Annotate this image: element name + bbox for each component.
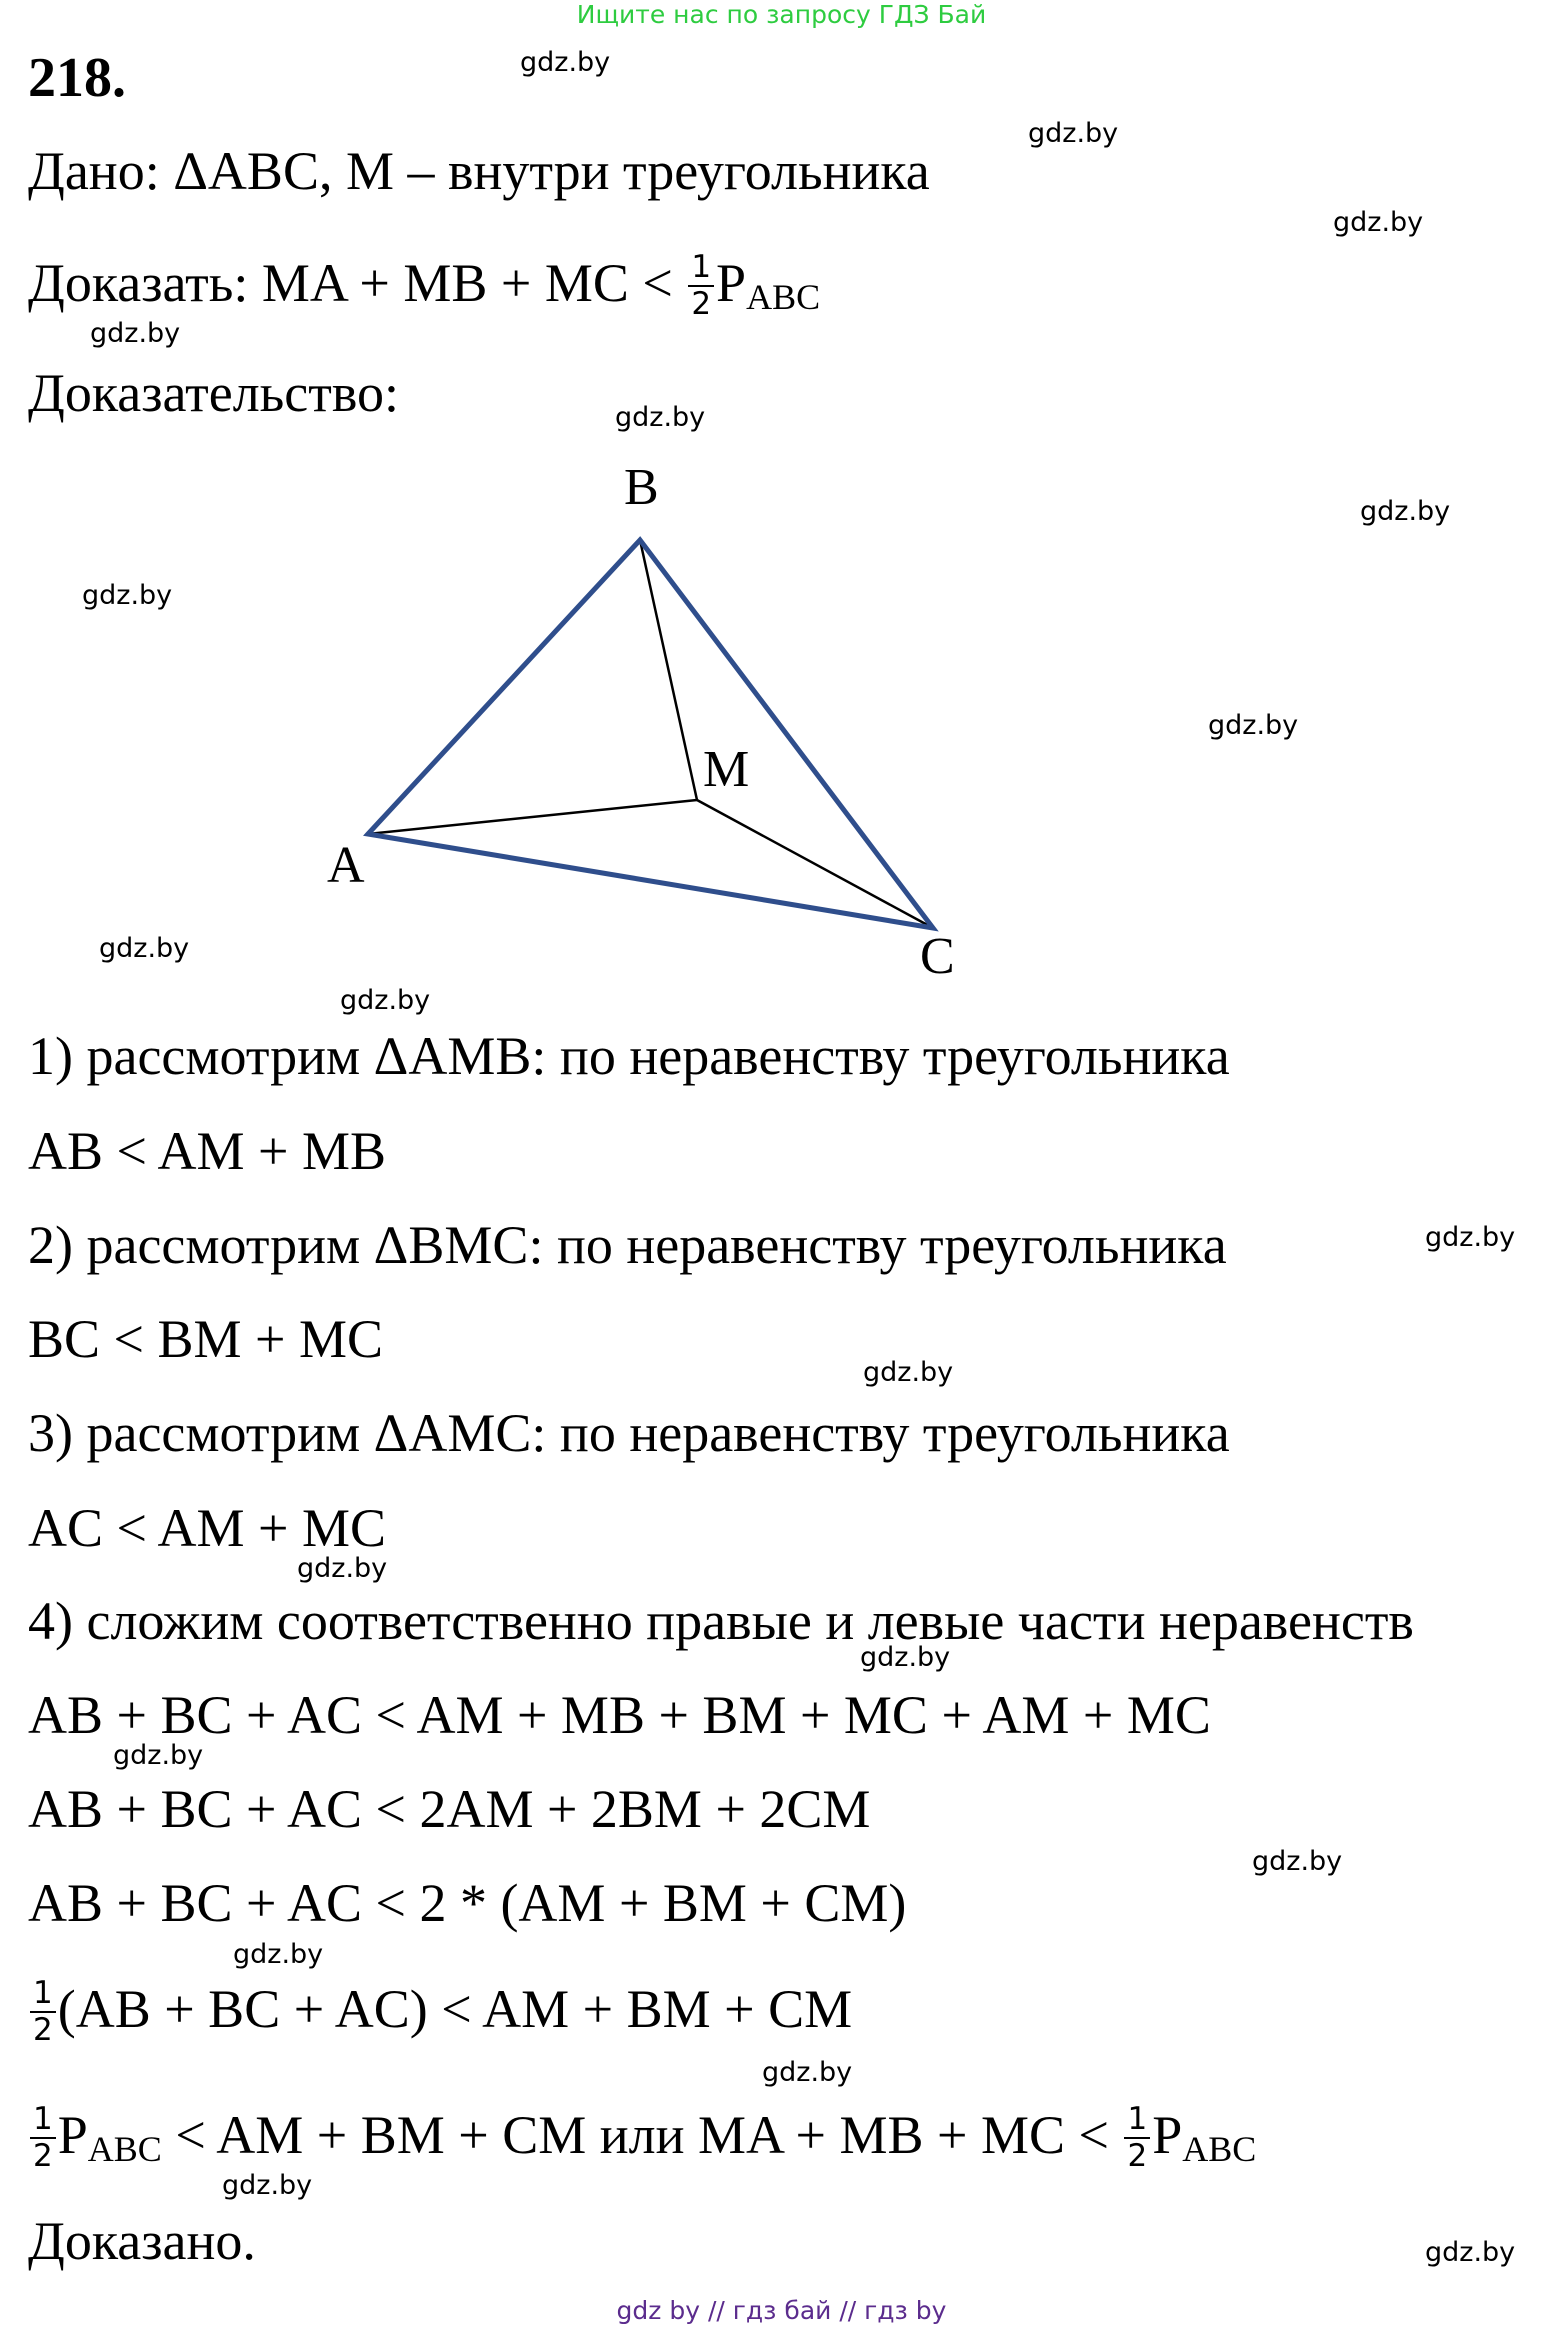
triangle-abc [368,540,933,928]
final-frac2-den: 2 [1127,2137,1148,2174]
step-3-inequality: AC < AM + MC [28,1498,386,1558]
watermark: gdz.by [863,1357,954,1388]
watermark: gdz.by [113,1740,204,1771]
watermark: gdz.by [99,933,190,964]
step-2-inequality: BC < BM + MC [28,1309,384,1369]
half-frac-num: 1 [30,1978,56,2013]
final-fraction-2 [1124,2100,1150,2174]
final-frac1-num: 1 [30,2104,56,2139]
final-frac1-den: 2 [33,2137,53,2174]
watermark: gdz.by [233,1939,324,1970]
watermark: gdz.by [297,1553,388,1584]
prove-frac-num: 1 [688,252,714,287]
task-number: 218. [28,47,126,109]
prove-prefix: Доказать: MA + MB + MC < [28,253,687,313]
prove-p: P [716,253,747,313]
watermark: gdz.by [520,47,611,78]
watermark: gdz.by [1252,1846,1343,1877]
final-line [28,2100,1257,2175]
step-3: 3) рассмотрим ΔAMC: по неравенству треугольника [28,1403,1230,1463]
watermark: gdz.by [1028,118,1119,149]
final-fraction-1 [30,2100,56,2174]
sum-line-2: AB + BC + AC < 2AM + 2BM + 2CM [28,1779,871,1839]
footer-links[interactable]: gdz by // гдз бай // гдз by [616,2296,947,2325]
sum-line-1: AB + BC + AC < AM + MB + BM + MC + AM + MC [28,1685,1211,1745]
half-fraction [30,1974,56,2048]
step-4: 4) сложим соответственно правые и левые части неравенств [28,1591,1414,1651]
half-text: (AB + BC + AC) < AM + BM + CM [57,1979,853,2039]
step-1: 1) рассмотрим ΔAMB: по неравенству треугольника [28,1026,1230,1086]
half-frac-den: 2 [33,2011,53,2048]
point-label-m: M [703,741,750,798]
step-2: 2) рассмотрим ΔBMC: по неравенству треугольника [28,1215,1227,1275]
final-frac2-num: 1 [1124,2104,1150,2139]
final-sub1: ABC [87,2129,162,2169]
final-middle: < AM + BM + CM или MA + MB + MC < [161,2105,1123,2165]
prove-frac-den: 2 [691,285,712,322]
watermark: gdz.by [1425,2237,1516,2268]
prove-sub: ABC [746,277,821,317]
watermark: gdz.by [762,2057,853,2088]
watermark: gdz.by [1208,710,1299,741]
watermark: gdz.by [222,2170,313,2201]
sum-line-3: AB + BC + AC < 2 * (AM + BM + CM) [28,1873,907,1933]
final-p1: P [57,2105,88,2165]
watermark: gdz.by [1425,1222,1516,1253]
proof-heading: Доказательство: [28,363,399,423]
watermark: gdz.by [615,402,706,433]
watermark: gdz.by [1333,207,1424,238]
step-1-inequality: AB < AM + MB [28,1121,386,1181]
segment-am [368,800,697,834]
triangle-figure [0,0,1563,1000]
top-banner[interactable]: Ищите нас по запросу ГДЗ Бай [576,0,987,29]
vertex-label-a: A [327,837,365,894]
half-line [28,1974,853,2049]
final-p2: P [1152,2105,1183,2165]
conclusion: Доказано. [28,2211,256,2271]
vertex-label-b: B [624,459,659,516]
watermark: gdz.by [860,1642,951,1673]
watermark: gdz.by [1360,496,1451,527]
vertex-label-c: C [920,928,955,985]
watermark: gdz.by [340,985,431,1016]
watermark: gdz.by [82,580,173,611]
final-sub2: ABC [1182,2129,1257,2169]
watermark: gdz.by [90,318,181,349]
given-line: Дано: ΔABC, M – внутри треугольника [28,141,930,201]
